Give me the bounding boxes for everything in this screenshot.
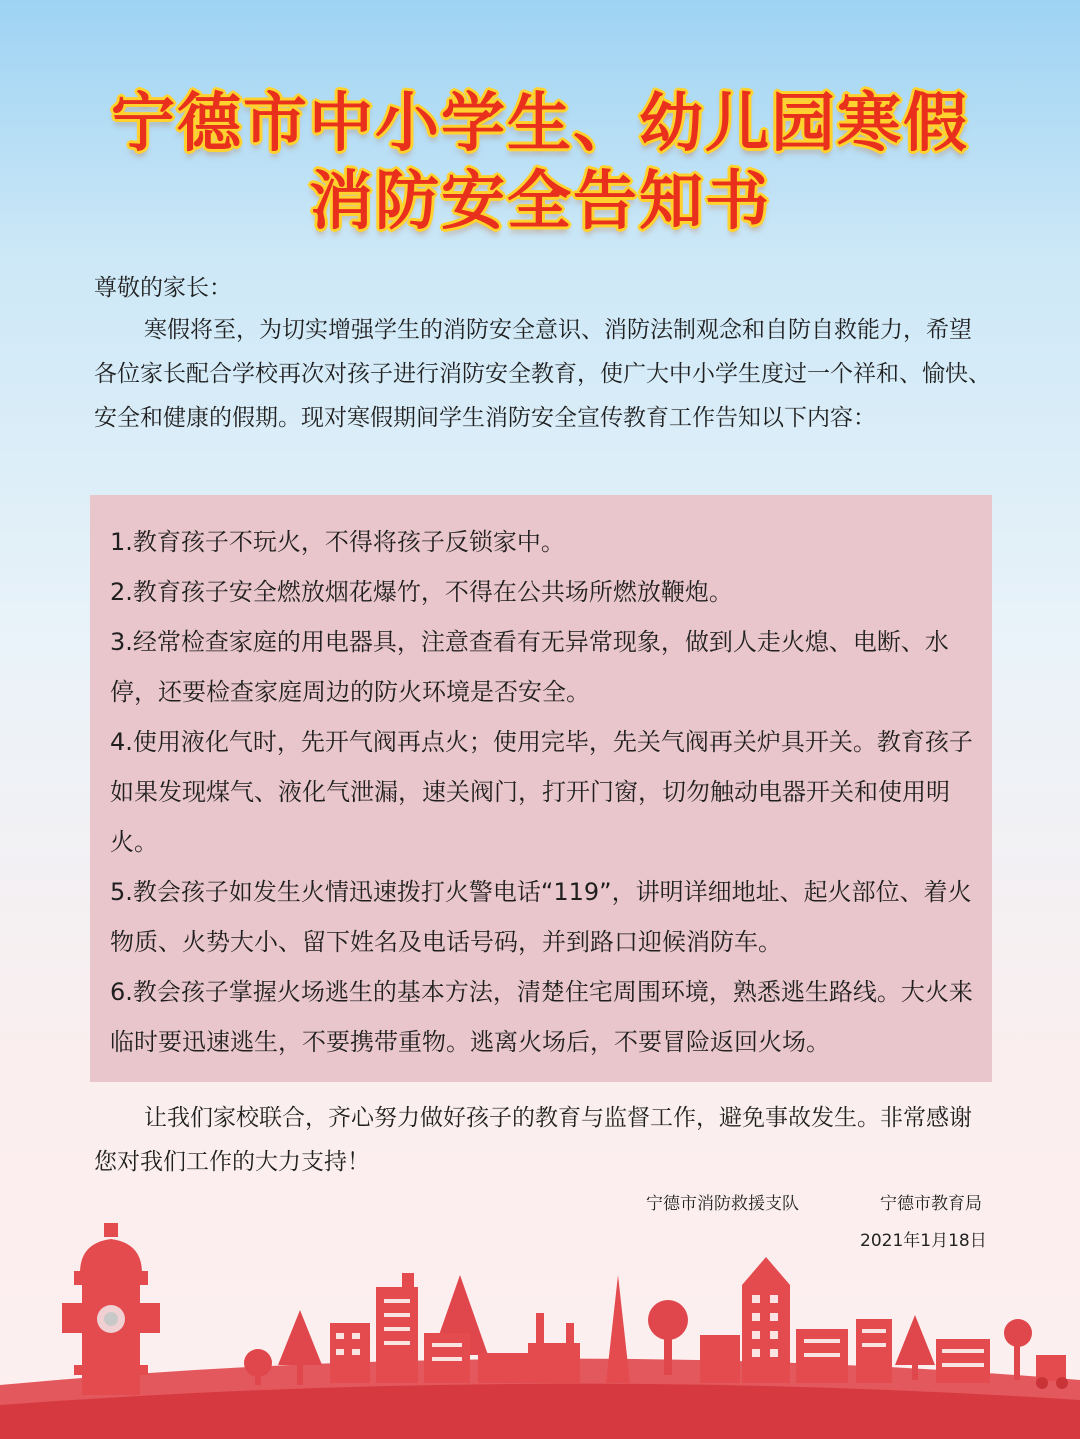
greeting: 尊敬的家长： <box>94 275 232 301</box>
fire-hydrant-icon <box>62 1223 160 1395</box>
safety-items-list <box>110 517 982 1067</box>
signature-fire-department: 宁德市消防救援支队 <box>646 1194 799 1214</box>
safety-item-4: 4.使用液化气时，先开气阀再点火；使用完毕，先关气阀再关炉具开关。教育孩子如果发现煤气、液化气泄漏，速关阀门，打开门窗，切勿触动电器开关和使用明火。 <box>110 728 973 856</box>
safety-item-5: 5.教会孩子如发生火情迅速拨打火警电话“119”，讲明详细地址、起火部位、着火物质、火势大小、留下姓名及电话号码，并到路口迎候消防车。 <box>110 878 972 956</box>
page-title-line-1: 宁德市中小学生、幼儿园寒假 <box>111 87 969 161</box>
city-skyline-illustration <box>0 1215 1080 1439</box>
page-title-line-2: 消防安全告知书 <box>309 165 771 239</box>
safety-item-6: 6.教会孩子掌握火场逃生的基本方法，清楚住宅周围环境，熟悉逃生路线。大火来临时要迅速逃生，不要携带重物。逃离火场后，不要冒险返回火场。 <box>110 978 973 1056</box>
intro-paragraph: 寒假将至，为切实增强学生的消防安全意识、消防法制观念和自防自救能力，希望各位家长配合学校再次对孩子进行消防安全教育，使广大中小学生度过一个祥和、愉快、安全和健康的假期。现对寒假期间学生消防安全宣传教育工作告知以下内容： <box>94 317 991 431</box>
safety-item-3: 3.经常检查家庭的用电器具，注意查看有无异常现象，做到人走火熄、电断、水停，还要检查家庭周边的防火环境是否安全。 <box>110 628 949 706</box>
safety-items-box <box>90 495 992 1082</box>
closing-paragraph: 让我们家校联合，齐心努力做好孩子的教育与监督工作，避免事故发生。非常感谢您对我们工作的大力支持！ <box>94 1105 972 1175</box>
signature-education-bureau: 宁德市教育局 <box>880 1194 982 1214</box>
safety-item-2: 2.教育孩子安全燃放烟花爆竹，不得在公共场所燃放鞭炮。 <box>110 578 733 606</box>
safety-item-1: 1.教育孩子不玩火，不得将孩子反锁家中。 <box>110 528 565 556</box>
signature-date: 2021年1月18日 <box>860 1231 987 1251</box>
